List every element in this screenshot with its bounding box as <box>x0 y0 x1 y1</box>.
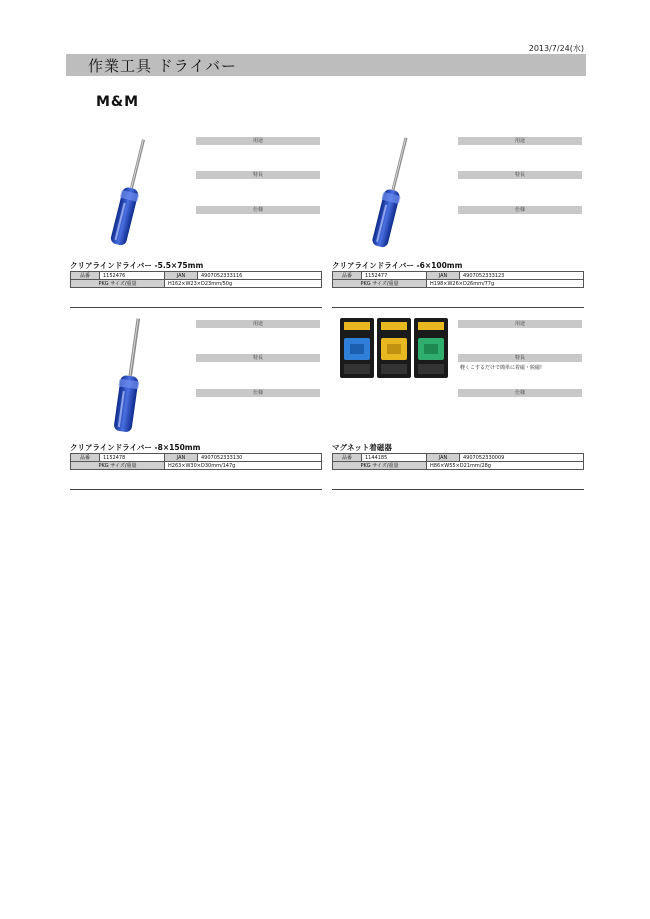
feature-section-header: 特長 <box>458 354 582 362</box>
divider <box>332 307 584 308</box>
spec-table <box>70 453 322 470</box>
code-label: 品番 <box>333 454 362 462</box>
pkg-value: H198×W26×D26mm/77g <box>427 280 584 288</box>
code-value: 1152477 <box>362 272 427 280</box>
pkg-value: H162×W23×D23mm/50g <box>165 280 322 288</box>
feature-text: 軽くこするだけで簡単に着磁・脱磁! <box>460 365 543 371</box>
jan-label: JAN <box>427 272 460 280</box>
screwdriver-icon <box>70 134 190 254</box>
spec-section-header: 仕様 <box>196 206 320 214</box>
feature-section-header: 特長 <box>196 171 320 179</box>
divider <box>70 307 322 308</box>
use-section-header: 用途 <box>196 320 320 328</box>
pkg-label: PKG サイズ/重量 <box>333 462 427 470</box>
jan-value: 4907052333123 <box>460 272 584 280</box>
screwdriver-icon <box>70 316 190 436</box>
page-header <box>66 54 586 76</box>
feature-section-header: 特長 <box>196 354 320 362</box>
code-label: 品番 <box>71 272 100 280</box>
pkg-label: PKG サイズ/重量 <box>71 280 165 288</box>
product-name: クリアラインドライバー -6×100mm <box>332 261 463 270</box>
spec-section-header: 仕様 <box>458 389 582 397</box>
use-section-header: 用途 <box>458 137 582 145</box>
feature-section-header: 特長 <box>458 171 582 179</box>
use-section-header: 用途 <box>196 137 320 145</box>
pkg-value: H263×W30×D30mm/147g <box>165 462 322 470</box>
spec-table <box>332 453 584 470</box>
jan-label: JAN <box>165 454 198 462</box>
jan-label: JAN <box>427 454 460 462</box>
divider <box>332 489 584 490</box>
product-card <box>332 134 584 314</box>
spec-table <box>332 271 584 288</box>
screwdriver-icon <box>332 134 452 254</box>
use-section-header: 用途 <box>458 320 582 328</box>
code-label: 品番 <box>333 272 362 280</box>
spec-section-header: 仕様 <box>458 206 582 214</box>
print-date: 2013/7/24(水) <box>528 44 584 53</box>
product-card <box>332 316 584 496</box>
code-label: 品番 <box>71 454 100 462</box>
spec-section-header: 仕様 <box>196 389 320 397</box>
jan-label: JAN <box>165 272 198 280</box>
product-card <box>70 134 322 314</box>
spec-table <box>70 271 322 288</box>
jan-value: 4907052333130 <box>198 454 322 462</box>
product-card <box>70 316 322 496</box>
divider <box>70 489 322 490</box>
product-name: マグネット着磁器 <box>332 443 392 452</box>
product-name: クリアラインドライバー -8×150mm <box>70 443 201 452</box>
pkg-label: PKG サイズ/重量 <box>71 462 165 470</box>
pkg-value: H86×W55×D21mm/28g <box>427 462 584 470</box>
code-value: 1152476 <box>100 272 165 280</box>
jan-value: 4907052330009 <box>460 454 584 462</box>
code-value: 1152478 <box>100 454 165 462</box>
product-name: クリアラインドライバー -5.5×75mm <box>70 261 204 270</box>
code-value: 1144185 <box>362 454 427 462</box>
pkg-label: PKG サイズ/重量 <box>333 280 427 288</box>
page-title: 作業工具 ドライバー <box>88 57 238 75</box>
brand-name: M&M <box>96 94 140 110</box>
jan-value: 4907052333116 <box>198 272 322 280</box>
magnetizer-icon <box>332 316 452 436</box>
